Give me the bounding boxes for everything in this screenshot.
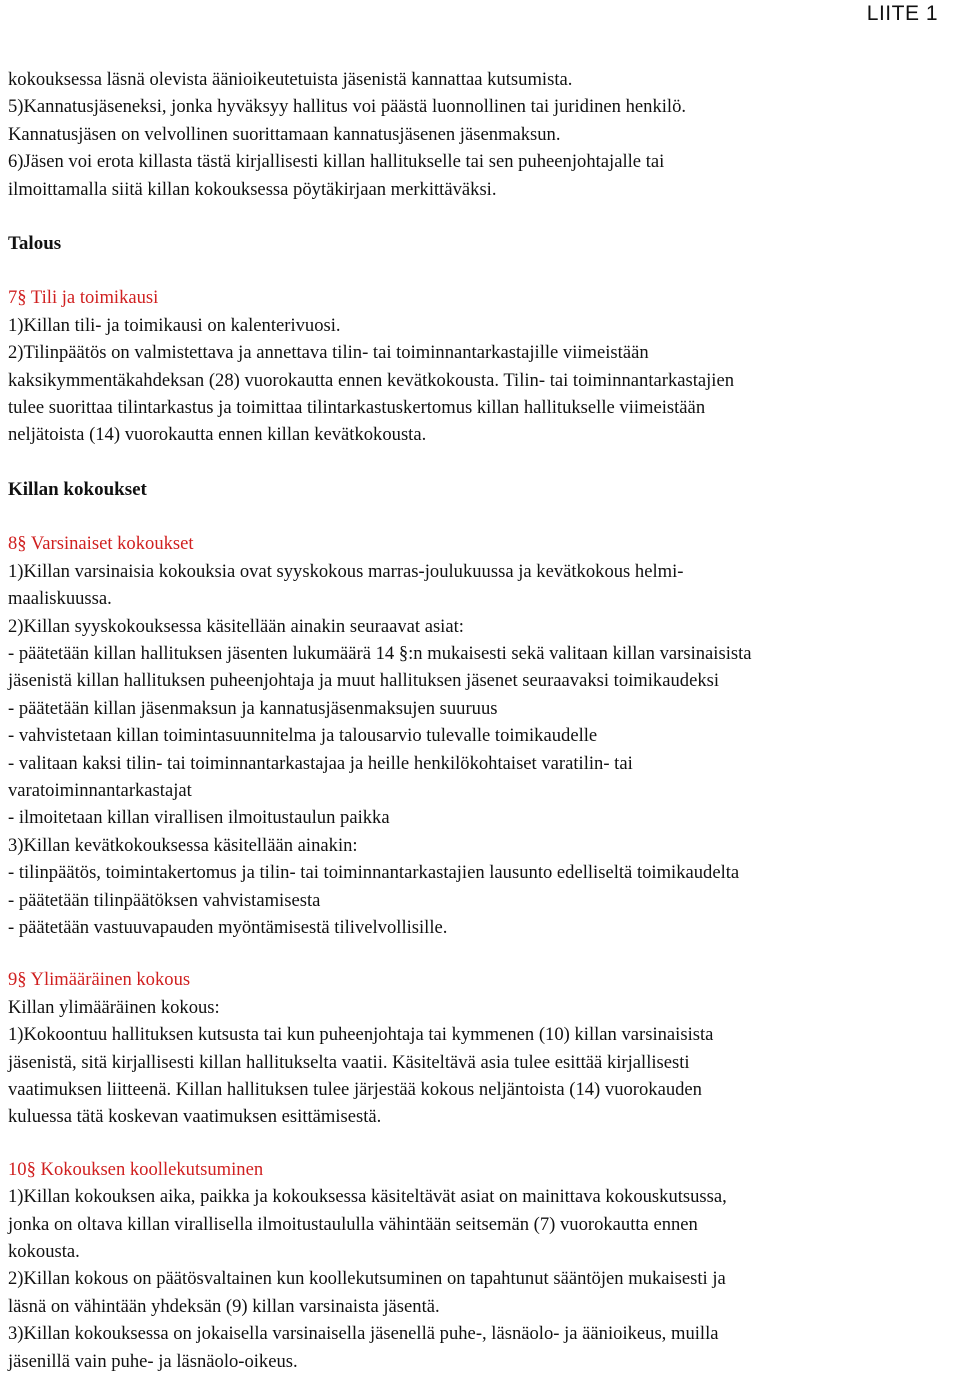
text-line: kokousta. xyxy=(8,1241,80,1263)
text-line: 1)Killan varsinaisia kokouksia ovat syyskokous marras-joulukuussa ja kevätkokous helmi- xyxy=(8,560,684,582)
spacer xyxy=(8,1131,954,1156)
text-line: tulee suorittaa tilintarkastus ja toimittaa tilintarkastuskertomus killan hallitukselle viimeistään xyxy=(8,397,706,419)
text-line: 1)Kokoontuu hallituksen kutsusta tai kun puheenjohtaja tai kymmenen (10) killan varsinaisista xyxy=(8,1024,714,1046)
spacer xyxy=(8,503,954,530)
text-line: - tilinpäätös, toimintakertomus ja tilin- tai toiminnantarkastajien lausunto edelliseltä toimikaudelta xyxy=(8,862,740,884)
text-line: - päätetään killan jäsenmaksun ja kannatusjäsenmaksujen suuruus xyxy=(8,697,498,719)
text-line: neljätoista (14) vuorokautta ennen killan kevätkokousta. xyxy=(8,424,427,446)
page-header-label: LIITE 1 xyxy=(866,2,938,25)
text-line: jäsenillä vain puhe- ja läsnäolo-oikeus. xyxy=(8,1350,298,1372)
document-body xyxy=(8,66,954,1375)
text-line: - päätetään vastuuvapauden myöntämisestä tilivelvollisille. xyxy=(8,916,448,938)
text-line: - päätetään tilinpäätöksen vahvistamisesta xyxy=(8,889,321,911)
text-line: kaksikymmentäkahdeksan (28) vuorokautta ennen kevätkokousta. Tilin- tai toiminnantarkastajien xyxy=(8,369,735,391)
section-heading: Talous xyxy=(8,233,62,255)
text-line: jäsenistä killan hallituksen puheenjohtaja ja muut hallituksen jäsenet seuraavaksi toimikaudeksi xyxy=(8,670,720,692)
section-heading: Killan kokoukset xyxy=(8,478,147,500)
text-line: - ilmoitetaan killan virallisen ilmoitustaulun paikka xyxy=(8,807,390,829)
text-line: jäsenistä, sitä kirjallisesti killan hallitukselta vaatii. Käsiteltävä asia tulee esittää kirjallisesti xyxy=(8,1051,690,1073)
text-line: vaatimuksen liitteenä. Killan hallituksen tulee järjestää kokous neljäntoista (14) vuorokauden xyxy=(8,1079,702,1100)
paragraph-title: 9§ Ylimääräinen kokous xyxy=(8,969,191,991)
paragraph-title: 7§ Tili ja toimikausi xyxy=(8,287,159,309)
text-line: 1)Killan kokouksen aika, paikka ja kokouksessa käsiteltävät asiat on mainittava kokouskutsussa, xyxy=(8,1186,727,1208)
spacer xyxy=(8,449,954,476)
text-line: maaliskuussa. xyxy=(8,588,112,610)
text-line: - vahvistetaan killan toimintasuunnitelma ja talousarvio tulevalle toimikaudelle xyxy=(8,725,598,747)
text-line: 1)Killan tili- ja toimikausi on kalenterivuosi. xyxy=(8,314,341,336)
text-line: 5)Kannatusjäseneksi, jonka hyväksyy hallitus voi päästä luonnollinen tai juridinen henkilö. xyxy=(8,96,687,118)
paragraph-title: 10§ Kokouksen koollekutsuminen xyxy=(8,1158,264,1180)
text-line: 2)Killan syyskokouksessa käsitellään ainakin seuraavat asiat: xyxy=(8,615,464,637)
text-line: kokouksessa läsnä olevista äänioikeutetuista jäsenistä kannattaa kutsumista. xyxy=(8,69,573,90)
text-line: ilmoittamalla siitä killan kokouksessa pöytäkirjaan merkittäväksi. xyxy=(8,178,497,200)
text-line: 3)Killan kokouksessa on jokaisella varsinaisella jäsenellä puhe-, läsnäolo- ja äänioikeus, muilla xyxy=(8,1323,719,1345)
text-line: Killan ylimääräinen kokous: xyxy=(8,996,220,1018)
paragraph-title: 8§ Varsinaiset kokoukset xyxy=(8,533,194,555)
spacer xyxy=(8,941,954,966)
text-line: - valitaan kaksi tilin- tai toiminnantarkastajaa ja heille henkilökohtaiset varatilin- tai xyxy=(8,752,633,774)
spacer xyxy=(8,203,954,230)
text-line: 2)Tilinpäätös on valmistettava ja annettava tilin- tai toiminnantarkastajille viimeistään xyxy=(8,342,649,364)
text-line: 6)Jäsen voi erota killasta tästä kirjallisesti killan hallitukselle tai sen puheenjohtajalle tai xyxy=(8,151,665,173)
text-line: läsnä on vähintään yhdeksän (9) killan varsinaista jäsentä. xyxy=(8,1295,440,1317)
text-line: varatoiminnantarkastajat xyxy=(8,779,192,801)
text-line: - päätetään killan hallituksen jäsenten lukumäärä 14 §:n mukaisesti sekä valitaan killan varsinaisista xyxy=(8,642,752,664)
text-line: 3)Killan kevätkokouksessa käsitellään ainakin: xyxy=(8,834,358,856)
text-line: kuluessa tätä koskevan vaatimuksen esittämisestä. xyxy=(8,1106,382,1128)
text-line: jonka on oltava killan virallisella ilmoitustaululla vähintään seitsemän (7) vuorokautta ennen xyxy=(8,1213,698,1235)
text-line: 2)Killan kokous on päätösvaltainen kun koollekutsuminen on tapahtunut sääntöjen mukaisesti ja xyxy=(8,1268,726,1290)
text-line: Kannatusjäsen on velvollinen suorittamaan kannatusjäsenen jäsenmaksun. xyxy=(8,123,561,145)
spacer xyxy=(8,257,954,284)
